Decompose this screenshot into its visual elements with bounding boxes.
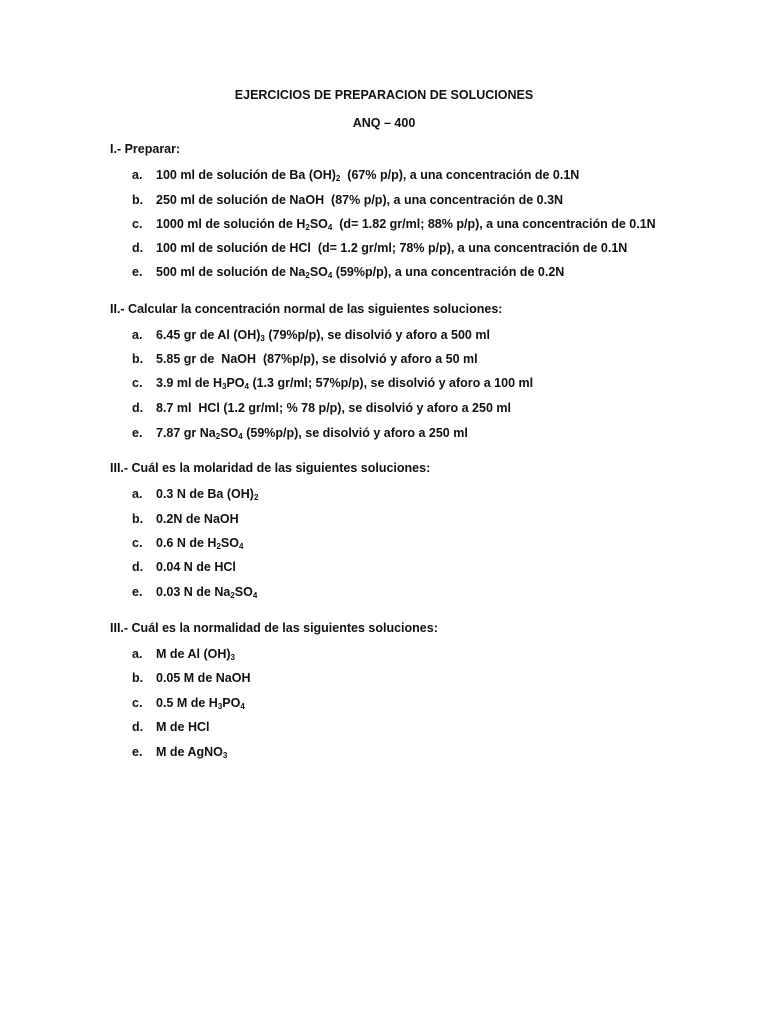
list-item — [132, 512, 239, 526]
subscript: 2 — [335, 174, 341, 183]
item-text — [156, 720, 209, 734]
item-text-part: 1000 ml de solución de H — [156, 217, 306, 231]
list-item — [132, 720, 209, 734]
subscript: 2 — [215, 432, 221, 441]
section-4-heading: III.- Cuál es la normalidad de las siguientes soluciones: — [110, 621, 438, 635]
item-text — [156, 265, 564, 279]
list-item — [132, 401, 511, 415]
item-letter: b. — [132, 671, 144, 685]
item-text-part: 0.05 M de NaOH — [156, 671, 251, 685]
item-text-part: PO — [222, 696, 241, 710]
item-text-part: (1.3 gr/ml; 57%p/p), se disolvió y aforo a 100 ml — [248, 376, 534, 390]
item-text-part: (d= 1.82 gr/ml; 88% p/p), a una concentración de 0.1N — [332, 217, 656, 231]
list-item — [132, 745, 227, 759]
item-text-part: 3.9 ml de H — [156, 376, 222, 390]
item-text-part: (79%p/p), se disolvió y aforo a 500 ml — [264, 328, 490, 342]
item-letter: d. — [132, 401, 144, 415]
subscript: 3 — [230, 653, 235, 662]
item-text-part: 6.45 gr de Al (OH) — [156, 328, 261, 342]
item-letter: c. — [132, 376, 143, 390]
item-text — [156, 487, 258, 501]
subscript: 3 — [222, 382, 227, 391]
item-letter: e. — [132, 265, 143, 279]
item-text-part: SO — [309, 217, 328, 231]
item-letter: b. — [132, 193, 144, 207]
item-text-part: (59%p/p), se disolvió y aforo a 250 ml — [242, 426, 468, 440]
subscript: 4 — [238, 432, 243, 441]
item-text-part: 100 ml de solución de Ba (OH) — [156, 168, 336, 182]
item-text — [156, 512, 239, 526]
item-letter: a. — [132, 168, 143, 182]
subscript: 2 — [305, 271, 310, 280]
item-text — [156, 168, 579, 182]
subscript: 3 — [260, 334, 265, 343]
item-text — [156, 585, 257, 599]
list-item — [132, 217, 656, 231]
item-text — [156, 352, 478, 366]
list-item — [132, 352, 478, 366]
subscript: 4 — [327, 271, 333, 280]
item-text-part: 0.6 N de H — [156, 536, 217, 550]
item-letter: c. — [132, 217, 143, 231]
list-item — [132, 585, 257, 599]
item-text — [156, 671, 250, 685]
subscript: 3 — [222, 751, 228, 760]
item-text-part: 5.85 gr de NaOH (87%p/p), se disolvió y aforo a 50 ml — [156, 352, 478, 366]
item-letter: e. — [132, 745, 143, 759]
item-text-part: 0.03 N de Na — [156, 585, 231, 599]
item-text-part: (67% p/p), a una concentración de 0.1N — [340, 168, 580, 182]
item-text — [156, 217, 656, 231]
item-letter: c. — [132, 696, 143, 710]
item-text-part: SO — [220, 536, 239, 550]
item-letter: a. — [132, 487, 143, 501]
item-letter: b. — [132, 512, 144, 526]
item-text-part: 8.7 ml HCl (1.2 gr/ml; % 78 p/p), se disolvió y aforo a 250 ml — [156, 401, 511, 415]
list-item — [132, 265, 564, 279]
subscript: 2 — [230, 591, 235, 600]
subscript: 4 — [240, 702, 245, 711]
item-text-part: M de AgNO — [156, 745, 223, 759]
list-item — [132, 560, 236, 574]
list-item — [132, 376, 533, 390]
section-3-heading: III.- Cuál es la molaridad de las siguientes soluciones: — [110, 461, 431, 475]
item-text-part: M de Al (OH) — [156, 647, 231, 661]
subscript: 4 — [252, 591, 258, 600]
item-text-part: 100 ml de solución de HCl (d= 1.2 gr/ml; 78% p/p), a una concentración de 0.1N — [156, 241, 628, 255]
item-letter: b. — [132, 352, 144, 366]
document-title: EJERCICIOS DE PREPARACION DE SOLUCIONES — [234, 88, 534, 102]
list-item — [132, 193, 563, 207]
item-letter: a. — [132, 328, 143, 342]
item-text — [156, 426, 468, 440]
item-text — [156, 745, 227, 759]
list-item — [132, 647, 235, 661]
item-text-part: 0.04 N de HCl — [156, 560, 236, 574]
list-item — [132, 328, 490, 342]
subscript: 3 — [217, 702, 223, 711]
item-text-part: SO — [309, 265, 328, 279]
item-text — [156, 241, 627, 255]
item-letter: e. — [132, 585, 143, 599]
item-text — [156, 328, 490, 342]
section-1-heading: I.- Preparar: — [110, 142, 181, 156]
item-text-part: 0.5 M de H — [156, 696, 218, 710]
item-letter: e. — [132, 426, 143, 440]
item-letter: d. — [132, 720, 144, 734]
item-text-part: PO — [226, 376, 245, 390]
item-text-part: SO — [234, 585, 253, 599]
item-text-part: 0.3 N de Ba (OH) — [156, 487, 254, 501]
list-item — [132, 536, 243, 550]
subscript: 4 — [244, 382, 249, 391]
list-item — [132, 696, 245, 710]
item-text-part: 250 ml de solución de NaOH (87% p/p), a una concentración de 0.3N — [156, 193, 564, 207]
item-text — [156, 401, 511, 415]
document-subtitle: ANQ – 400 — [352, 116, 416, 130]
item-text — [156, 536, 243, 550]
subscript: 4 — [238, 542, 244, 551]
item-text-part: 7.87 gr Na — [156, 426, 216, 440]
list-item — [132, 487, 258, 501]
list-item — [132, 671, 250, 685]
item-text — [156, 696, 245, 710]
item-text — [156, 647, 235, 661]
list-item — [132, 426, 468, 440]
subscript: 2 — [253, 493, 259, 502]
item-text-part: M de HCl — [156, 720, 210, 734]
item-text — [156, 560, 236, 574]
subscript: 2 — [216, 542, 221, 551]
item-text-part: 500 ml de solución de Na — [156, 265, 306, 279]
item-text-part: SO — [220, 426, 239, 440]
item-letter: a. — [132, 647, 143, 661]
item-letter: c. — [132, 536, 143, 550]
item-letter: d. — [132, 560, 144, 574]
item-text-part: (59%p/p), a una concentración de 0.2N — [332, 265, 565, 279]
list-item — [132, 168, 579, 182]
item-text-part: 0.2N de NaOH — [156, 512, 239, 526]
subscript: 2 — [305, 223, 310, 232]
item-letter: d. — [132, 241, 144, 255]
section-2-heading: II.- Calcular la concentración normal de las siguientes soluciones: — [110, 302, 503, 316]
item-text — [156, 376, 533, 390]
list-item — [132, 241, 627, 255]
subscript: 4 — [327, 223, 333, 232]
item-text — [156, 193, 563, 207]
